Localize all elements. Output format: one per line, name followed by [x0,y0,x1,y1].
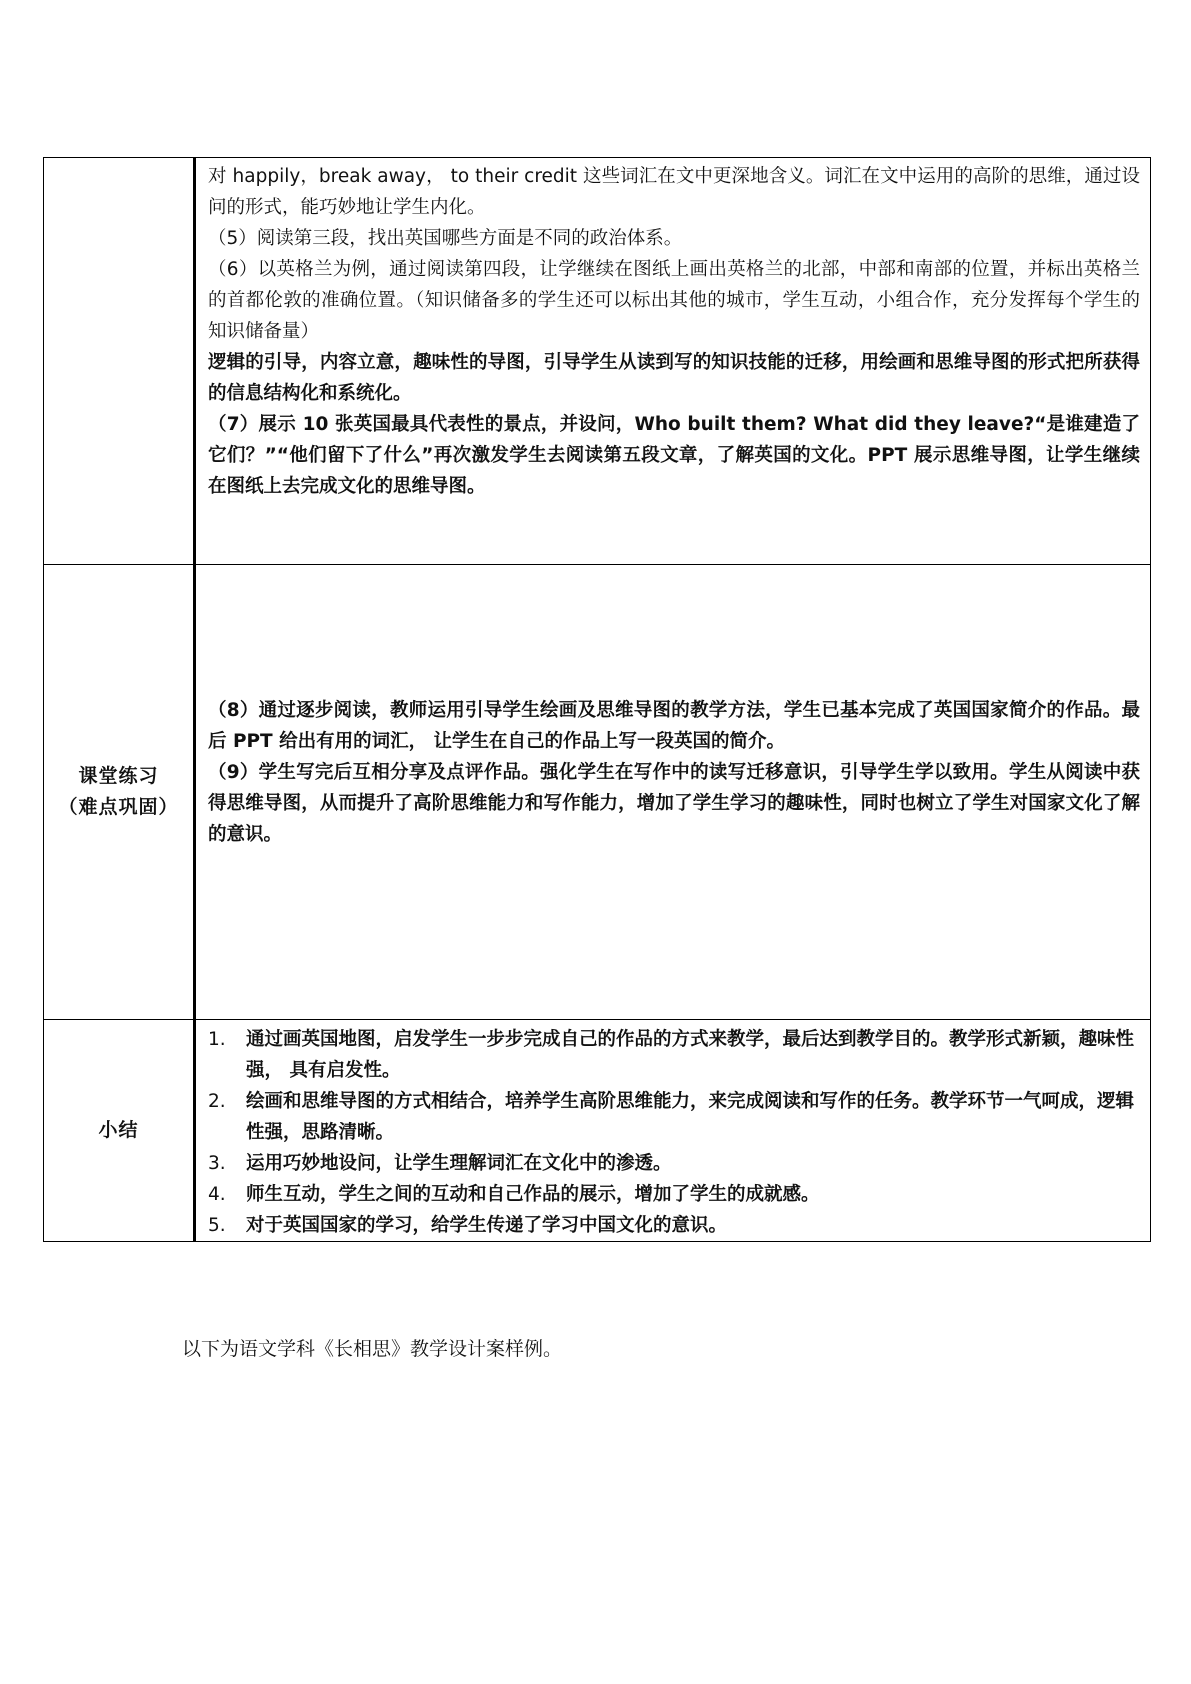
row-label-summary [44,1020,195,1242]
process-content [208,158,1140,502]
label-practice-line1: 课堂练习 [78,765,159,787]
list-item-text: 对于英国国家的学习，给学生传递了学习中国文化的意识。 [246,1215,728,1236]
list-item-text: 运用巧妙地设问，让学生理解词汇在文化中的渗透。 [246,1153,672,1174]
label-practice-line2: （难点巩固） [58,796,179,818]
row-label-empty [44,158,195,565]
list-item [208,1024,1140,1086]
summary-content-cell [195,1020,1151,1242]
paragraph-vocabulary: 对 happily，break away， to their credit 这些词汇在文中更深地含义。词汇在文中运用的高阶的思维，通过设问的形式，能巧妙地让学生内化。 [208,166,1140,218]
paragraph-step-6: （6）以英格兰为例，通过阅读第四段，让学继续在图纸上画出英格兰的北部，中部和南部的位置，并标出英格兰的首都伦敦的准确位置。（知识储备多的学生还可以标出其他的城市，学生互动，小组合作，充分发挥每个学生的知识储备量） [208,259,1140,342]
paragraph-step-7: （7）展示 10 张英国最具代表性的景点，并设问，Who built them? What did they leave?“是谁建造了它们？”“他们留下了什么”再次激发学生去阅读第五段文章，了解英国的文化。PPT 展示思维导图，让学生继续在图纸上去完成文化的思维导图。 [208,414,1140,497]
label-summary: 小结 [98,1119,139,1141]
paragraph-step-8: （8）通过逐步阅读，教师运用引导学生绘画及思维导图的教学方法，学生已基本完成了英国国家简介的作品。最后 PPT 给出有用的词汇， 让学生在自己的作品上写一段英国的简介。 [208,700,1140,752]
list-item-number: 4. [208,1184,226,1205]
table-row-practice [44,565,1151,1020]
list-item [208,1086,1140,1148]
list-item [208,1210,1140,1241]
paragraph-logic-guide: 逻辑的引导，内容立意，趣味性的导图，引导学生从读到写的知识技能的迁移，用绘画和思维导图的形式把所获得的信息结构化和系统化。 [208,352,1140,404]
paragraph-step-9: （9）学生写完后互相分享及点评作品。强化学生在写作中的读写迁移意识，引导学生学以致用。学生从阅读中获得思维导图，从而提升了高阶思维能力和写作能力，增加了学生学习的趣味性，同时也树立了学生对国家文化了解的意识。 [208,762,1140,845]
footer-note: 以下为语文学科《长相思》教学设计案样例。 [182,1338,563,1360]
lesson-plan-table [43,157,1151,1242]
table-row-summary [44,1020,1151,1242]
list-item-number: 1. [208,1029,226,1050]
paragraph-step-5: （5）阅读第三段，找出英国哪些方面是不同的政治体系。 [208,228,683,249]
list-item-number: 3. [208,1153,226,1174]
list-item [208,1179,1140,1210]
practice-content-cell [195,565,1151,1020]
list-item-number: 5. [208,1215,226,1236]
process-content-cell [195,158,1151,565]
table-row-process [44,158,1151,565]
practice-content [208,565,1140,850]
summary-list [208,1024,1140,1241]
list-item-text: 通过画英国地图，启发学生一步步完成自己的作品的方式来教学，最后达到教学目的。教学形式新颖，趣味性强， 具有启发性。 [246,1029,1135,1081]
list-item-text: 绘画和思维导图的方式相结合，培养学生高阶思维能力，来完成阅读和写作的任务。教学环节一气呵成，逻辑性强，思路清晰。 [246,1091,1135,1143]
row-label-practice [44,565,195,1020]
list-item-number: 2. [208,1091,226,1112]
summary-content [208,1020,1140,1241]
list-item [208,1148,1140,1179]
list-item-text: 师生互动，学生之间的互动和自己作品的展示，增加了学生的成就感。 [246,1184,820,1205]
